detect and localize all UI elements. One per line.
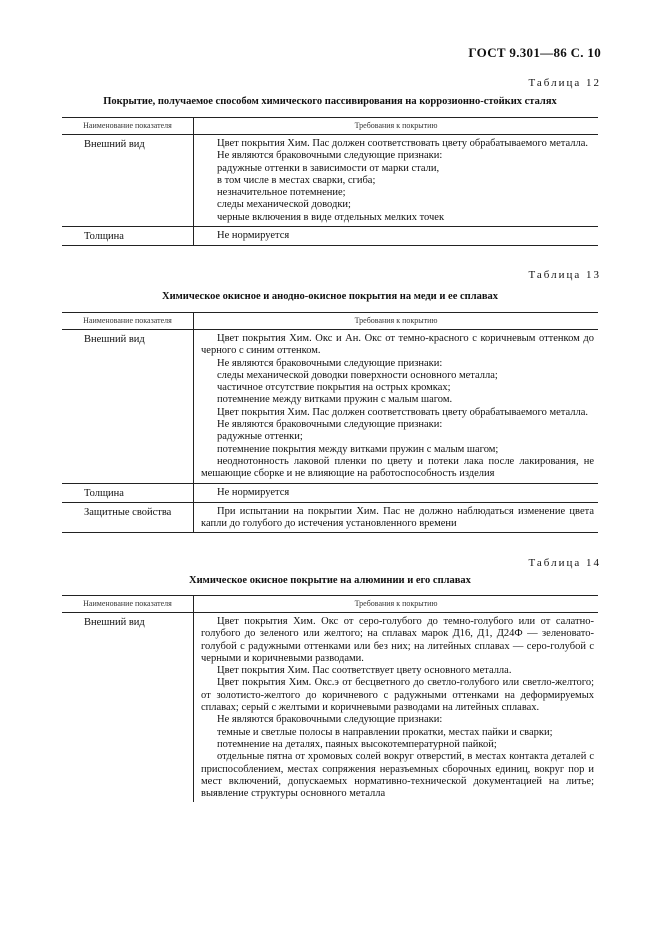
requirement-line: частичное отсутствие покрытия на острых кромках; xyxy=(217,382,451,394)
requirement-line: Не нормируется xyxy=(217,486,290,498)
requirement-line: потемнение между витками пружин с малым шагом. xyxy=(217,394,453,406)
requirement-text xyxy=(194,483,599,502)
col-header-requirements: Требования к покрытию xyxy=(194,313,599,330)
col-header-indicator: Наименование показателя xyxy=(62,118,194,135)
table-12-number: Таблица 12 xyxy=(528,77,601,89)
requirement-line: Цвет покрытия Хим. Окс от серо-голубого до темно-голубого или от салатно-голубого до зеленого или желтого; на сплавах марок Д16, Д1, Д24Ф — зеленовато-голубой с радужными оттенками или без них; на литейных сплавах — серо-голубой с черными и коричневыми разводами. xyxy=(201,616,594,664)
requirement-text xyxy=(194,135,599,227)
indicator-name: Внешний вид xyxy=(62,135,194,227)
table-14-number: Таблица 14 xyxy=(528,557,601,569)
indicator-name: Толщина xyxy=(62,227,194,246)
col-header-indicator: Наименование показателя xyxy=(62,596,194,613)
table-13-title: Химическое окисное и анодно-окисное покрытия на меди и ее сплавах xyxy=(162,291,498,302)
requirement-line: Цвет покрытия Хим. Пас соответствует цвету основного металла. xyxy=(217,665,512,677)
table-row xyxy=(62,613,598,803)
table-13-number: Таблица 13 xyxy=(528,269,601,281)
requirement-line: потемнение покрытия между витками пружин с малым шагом; xyxy=(217,443,499,455)
requirement-line: отдельные пятна от хромовых солей вокруг отверстий, в местах контакта деталей с приспособлением, местах сопряжения неразъемных сборочных единиц, вокруг пор и мест включений, допускаемых нормативно-технической документацией на литье; выявление структуры основного металла xyxy=(201,751,594,800)
table-13 xyxy=(62,312,598,533)
requirement-line: черные включения в виде отдельных мелких точек xyxy=(217,211,445,223)
indicator-name: Защитные свойства xyxy=(62,502,194,533)
requirement-line: Не являются браковочными следующие признаки: xyxy=(217,150,443,162)
requirement-line: Цвет покрытия Хим. Окс.э от бесцветного до светло-голубого или светло-желтого; от золотисто-желтого до коричневого с радужными оттенками на деформируемых сплавах; серый с желтыми и коричневыми разводами на литейных сплавах. xyxy=(201,677,594,714)
requirement-line: радужные оттенки в зависимости от марки стали, xyxy=(217,162,440,174)
requirement-line: Не являются браковочными следующие признаки: xyxy=(217,357,443,369)
col-header-requirements: Требования к покрытию xyxy=(194,596,599,613)
requirement-line: Не нормируется xyxy=(217,230,290,242)
table-row xyxy=(62,227,598,246)
requirement-text xyxy=(194,613,599,803)
requirement-line: незначительное потемнение; xyxy=(217,187,346,199)
requirement-line: в том числе в местах сварки, сгиба; xyxy=(217,174,376,186)
requirement-text xyxy=(194,330,599,484)
requirement-line: темные и светлые полосы в направлении прокатки, местах пайки и сварки; xyxy=(217,726,553,738)
table-12 xyxy=(62,117,598,246)
table-row xyxy=(62,135,598,227)
table-14 xyxy=(62,595,598,802)
col-header-indicator: Наименование показателя xyxy=(62,313,194,330)
requirement-line: Цвет покрытия Хим. Пас должен соответствовать цвету обрабатываемого металла. xyxy=(217,138,588,149)
requirement-line: следы механической доводки поверхности основного металла; xyxy=(217,369,498,381)
requirement-line: Не являются браковочными следующие признаки: xyxy=(217,419,443,431)
col-header-requirements: Требования к покрытию xyxy=(194,118,599,135)
table-14-title: Химическое окисное покрытие на алюминии и его сплавах xyxy=(189,575,471,586)
requirement-line: следы механической доводки; xyxy=(217,199,351,211)
indicator-name: Толщина xyxy=(62,483,194,502)
requirement-line: неоднотонность лаковой пленки по цвету и потеки лака после лакирования, не мешающие сборке и не влияющие на работоспособность изделия xyxy=(201,455,594,480)
table-row xyxy=(62,483,598,502)
page-header-doc-ref: ГОСТ 9.301—86 С. 10 xyxy=(468,45,601,60)
table-row xyxy=(62,502,598,533)
indicator-name: Внешний вид xyxy=(62,330,194,484)
indicator-name: Внешний вид xyxy=(62,613,194,803)
requirement-line: потемнение на деталях, паяных высокотемпературной пайкой; xyxy=(217,738,497,750)
requirement-line: При испытании на покрытии Хим. Пас не должно наблюдаться изменение цвета капли до голубого до истечения установленного времени xyxy=(201,505,594,530)
table-row xyxy=(62,330,598,484)
table-12-title: Покрытие, получаемое способом химического пассивирования на коррозионно-стойких сталях xyxy=(103,96,557,107)
requirement-text xyxy=(194,502,599,533)
requirement-line: Цвет покрытия Хим. Пас должен соответствовать цвету обрабатываемого металла. xyxy=(217,406,588,418)
requirement-line: радужные оттенки; xyxy=(217,431,303,443)
requirement-line: Цвет покрытия Хим. Окс и Ан. Окс от темно-красного с коричневым оттенком до черного с синим оттенком. xyxy=(201,333,594,357)
requirement-text xyxy=(194,227,599,246)
requirement-line: Не являются браковочными следующие признаки: xyxy=(217,714,443,726)
